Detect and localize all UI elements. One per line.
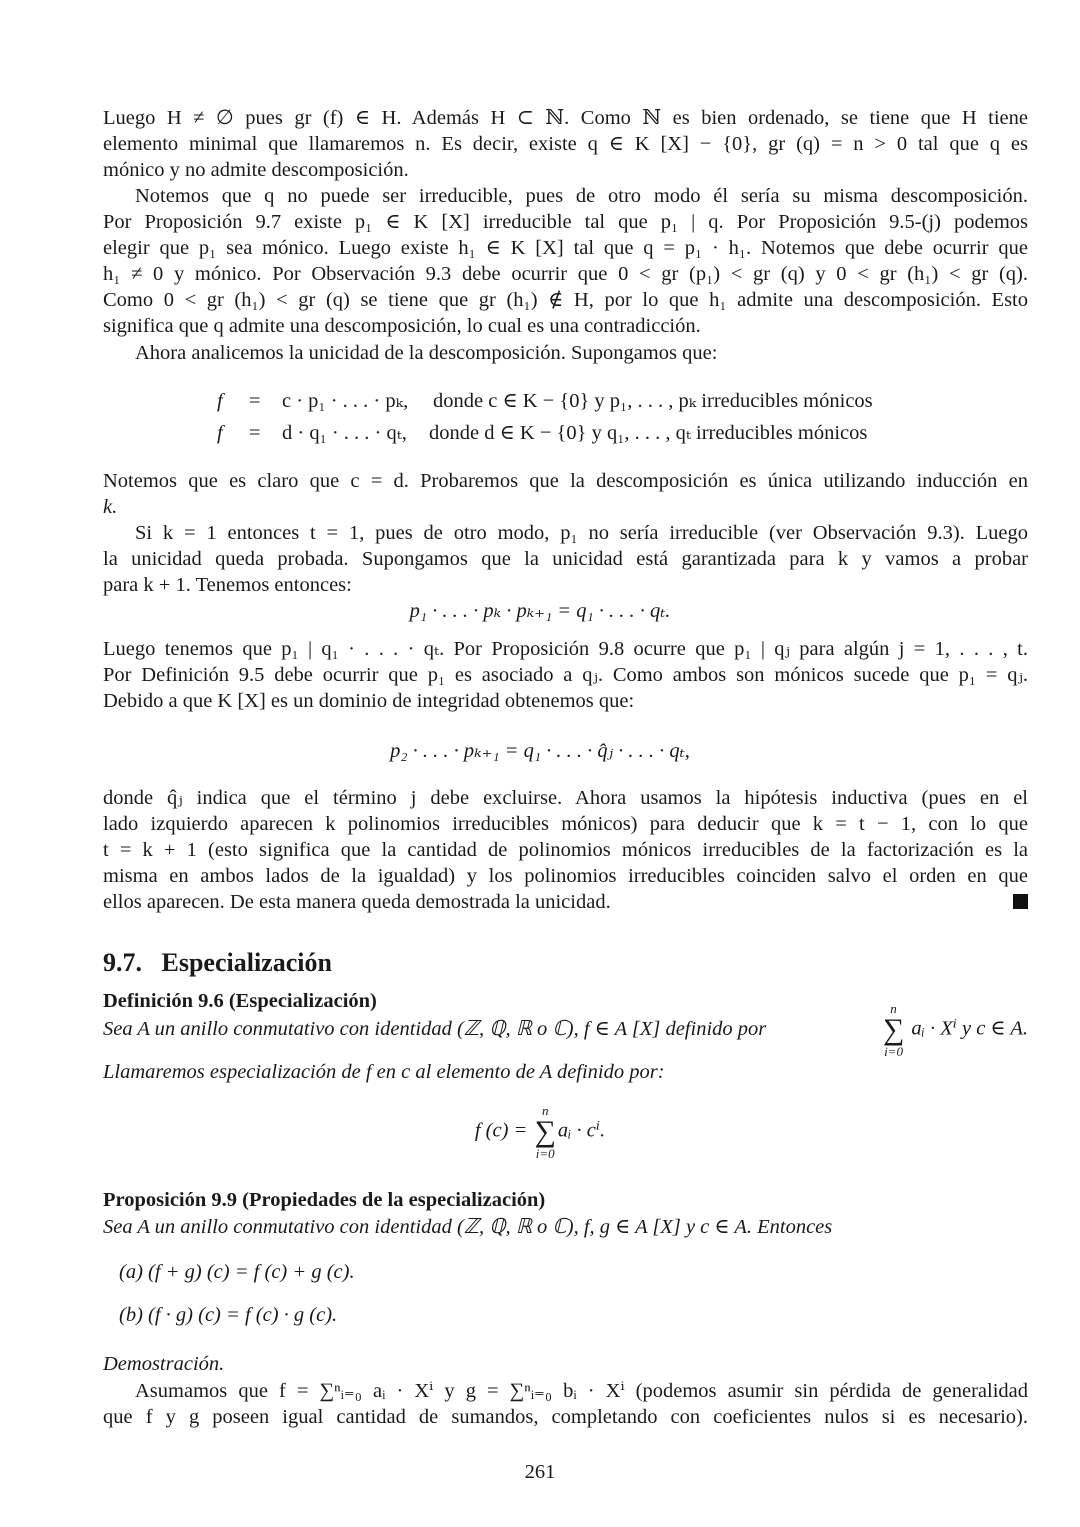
- proposition-statement: Sea A un anillo conmutativo con identidad (ℤ, ℚ, ℝ o ℂ), f, g ∈ A [X] y c ∈ A. Entonces: [103, 1216, 833, 1238]
- text-line: mónico y no admite descomposición.: [103, 159, 409, 181]
- section-title: Especialización: [161, 948, 332, 977]
- text-line: Notemos que es claro que c = d. Probaremos que la descomposición es única utilizando inducción en: [103, 470, 1028, 492]
- eq-sign: =: [249, 390, 261, 412]
- eq-rhs: d · q₁ · . . . · qₜ,: [282, 422, 407, 444]
- proposition-title: Proposición 9.9 (Propiedades de la especialización): [103, 1189, 546, 1211]
- text-line: Si k = 1 entonces t = 1, pues de otro modo, p₁ no sería irreducible (ver Observación 9.3). Luego: [135, 522, 1028, 544]
- text-line: para k + 1. Tenemos entonces:: [103, 574, 352, 596]
- summation-symbol: n ∑ i=0: [882, 1001, 905, 1059]
- text-line: donde q̂ⱼ indica que el término j debe excluirse. Ahora usamos la hipótesis inductiva (pues en el: [103, 787, 1028, 809]
- display-equation: f (c) = n ∑ i=0 aᵢ · cⁱ.: [474, 1103, 606, 1161]
- text-line: ellos aparecen. De esta manera queda demostrada la unicidad.: [103, 891, 611, 913]
- definition-title: Definición 9.6 (Especialización): [103, 990, 377, 1012]
- proposition-item: (a) (f + g) (c) = f (c) + g (c).: [119, 1261, 355, 1283]
- text-line: Notemos que q no puede ser irreducible, pues de otro modo él sería su misma descomposición.: [135, 185, 1028, 207]
- text-line: h₁ ≠ 0 y mónico. Por Observación 9.3 debe ocurrir que 0 < gr (p₁) < gr (q) y 0 < gr (h₁) < gr (q).: [103, 263, 1028, 285]
- definition-line: Llamaremos especialización de f en c al elemento de A definido por:: [103, 1061, 665, 1083]
- text-line: lado izquierdo aparecen k polinomios irreducibles mónicos) para deducir que k = t − 1, con lo que: [103, 813, 1028, 835]
- summation-symbol: n ∑ i=0: [534, 1103, 556, 1161]
- text-line: significa que q admite una descomposición, lo cual es una contradicción.: [103, 315, 701, 337]
- definition-term: aᵢ · Xⁱ y c ∈ A.: [911, 1017, 1028, 1040]
- text-line: Debido a que K [X] es un dominio de integridad obtenemos que:: [103, 690, 635, 712]
- text-line: elemento minimal que llamaremos n. Es decir, existe q ∈ K [X] − {0}, gr (q) = n > 0 tal que q es: [103, 133, 1028, 155]
- eq-sign: =: [249, 422, 261, 444]
- text-line: la unicidad queda probada. Supongamos que la unicidad está garantizada para k y vamos a probar: [103, 548, 1028, 570]
- text-line: Por Definición 9.5 debe ocurrir que p₁ es asociado a qⱼ. Como ambos son mónicos sucede que p₁ = qⱼ.: [103, 664, 1028, 686]
- eq-rhs: c · p₁ · . . . · pₖ,: [282, 390, 409, 412]
- text-line: Por Proposición 9.7 existe p₁ ∈ K [X] irreducible tal que p₁ | q. Por Proposición 9.5-(j) podemos: [103, 211, 1028, 233]
- eq-condition: donde c ∈ K − {0} y p₁, . . . , pₖ irreducibles mónicos: [433, 390, 873, 412]
- text-line: Ahora analicemos la unicidad de la descomposición. Supongamos que:: [135, 342, 718, 364]
- text-line: k.: [103, 496, 118, 518]
- eq-lhs: f: [217, 422, 223, 444]
- display-equation: p₁ · . . . · pₖ · pₖ₊₁ = q₁ · . . . · qₜ.: [409, 600, 671, 622]
- page-number: 261: [524, 1461, 556, 1483]
- proof-label: Demostración.: [103, 1353, 225, 1375]
- proposition-item: (b) (f · g) (c) = f (c) · g (c).: [119, 1304, 338, 1326]
- qed-square-icon: [1013, 894, 1028, 909]
- text-line: Luego H ≠ ∅ pues gr (f) ∈ H. Además H ⊂ ℕ. Como ℕ es bien ordenado, se tiene que H tiene: [103, 107, 1028, 129]
- eq-lhs: f: [217, 390, 223, 412]
- text-line: Luego tenemos que p₁ | q₁ · . . . · qₜ. Por Proposición 9.8 ocurre que p₁ | qⱼ para algún j = 1, . . . , t.: [103, 638, 1028, 660]
- section-heading: [103, 946, 332, 980]
- eq-condition: donde d ∈ K − {0} y q₁, . . . , qₜ irreducibles mónicos: [429, 422, 868, 444]
- text-line: que f y g poseen igual cantidad de sumandos, completando con coeficientes nulos si es necesario).: [103, 1406, 1028, 1428]
- text-line: Asumamos que f = ∑ⁿᵢ₌₀ aᵢ · Xⁱ y g = ∑ⁿᵢ₌₀ bᵢ · Xⁱ (podemos asumir sin pérdida de generalidad: [135, 1380, 1028, 1402]
- section-number: 9.7.: [103, 948, 142, 977]
- display-equation: p₂ · . . . · pₖ₊₁ = q₁ · . . . · q̂ⱼ · . . . · qₜ,: [390, 740, 690, 762]
- text-line: Como 0 < gr (h₁) < gr (q) se tiene que gr (h₁) ∉ H, por lo que h₁ admite una descomposición. Esto: [103, 289, 1028, 311]
- text-line: elegir que p₁ sea mónico. Luego existe h₁ ∈ K [X] tal que q = p₁ · h₁. Notemos que debe ocurrir que: [103, 237, 1028, 259]
- text-line: t = k + 1 (esto significa que la cantidad de polinomios mónicos irreducibles de la factorización es la: [103, 839, 1028, 861]
- definition-text: Sea A un anillo conmutativo con identidad (ℤ, ℚ, ℝ o ℂ), f ∈ A [X] definido por: [103, 1018, 767, 1040]
- text-line: misma en ambos lados de la igualdad) y los polinomios irreducibles coinciden salvo el orden en que: [103, 865, 1028, 887]
